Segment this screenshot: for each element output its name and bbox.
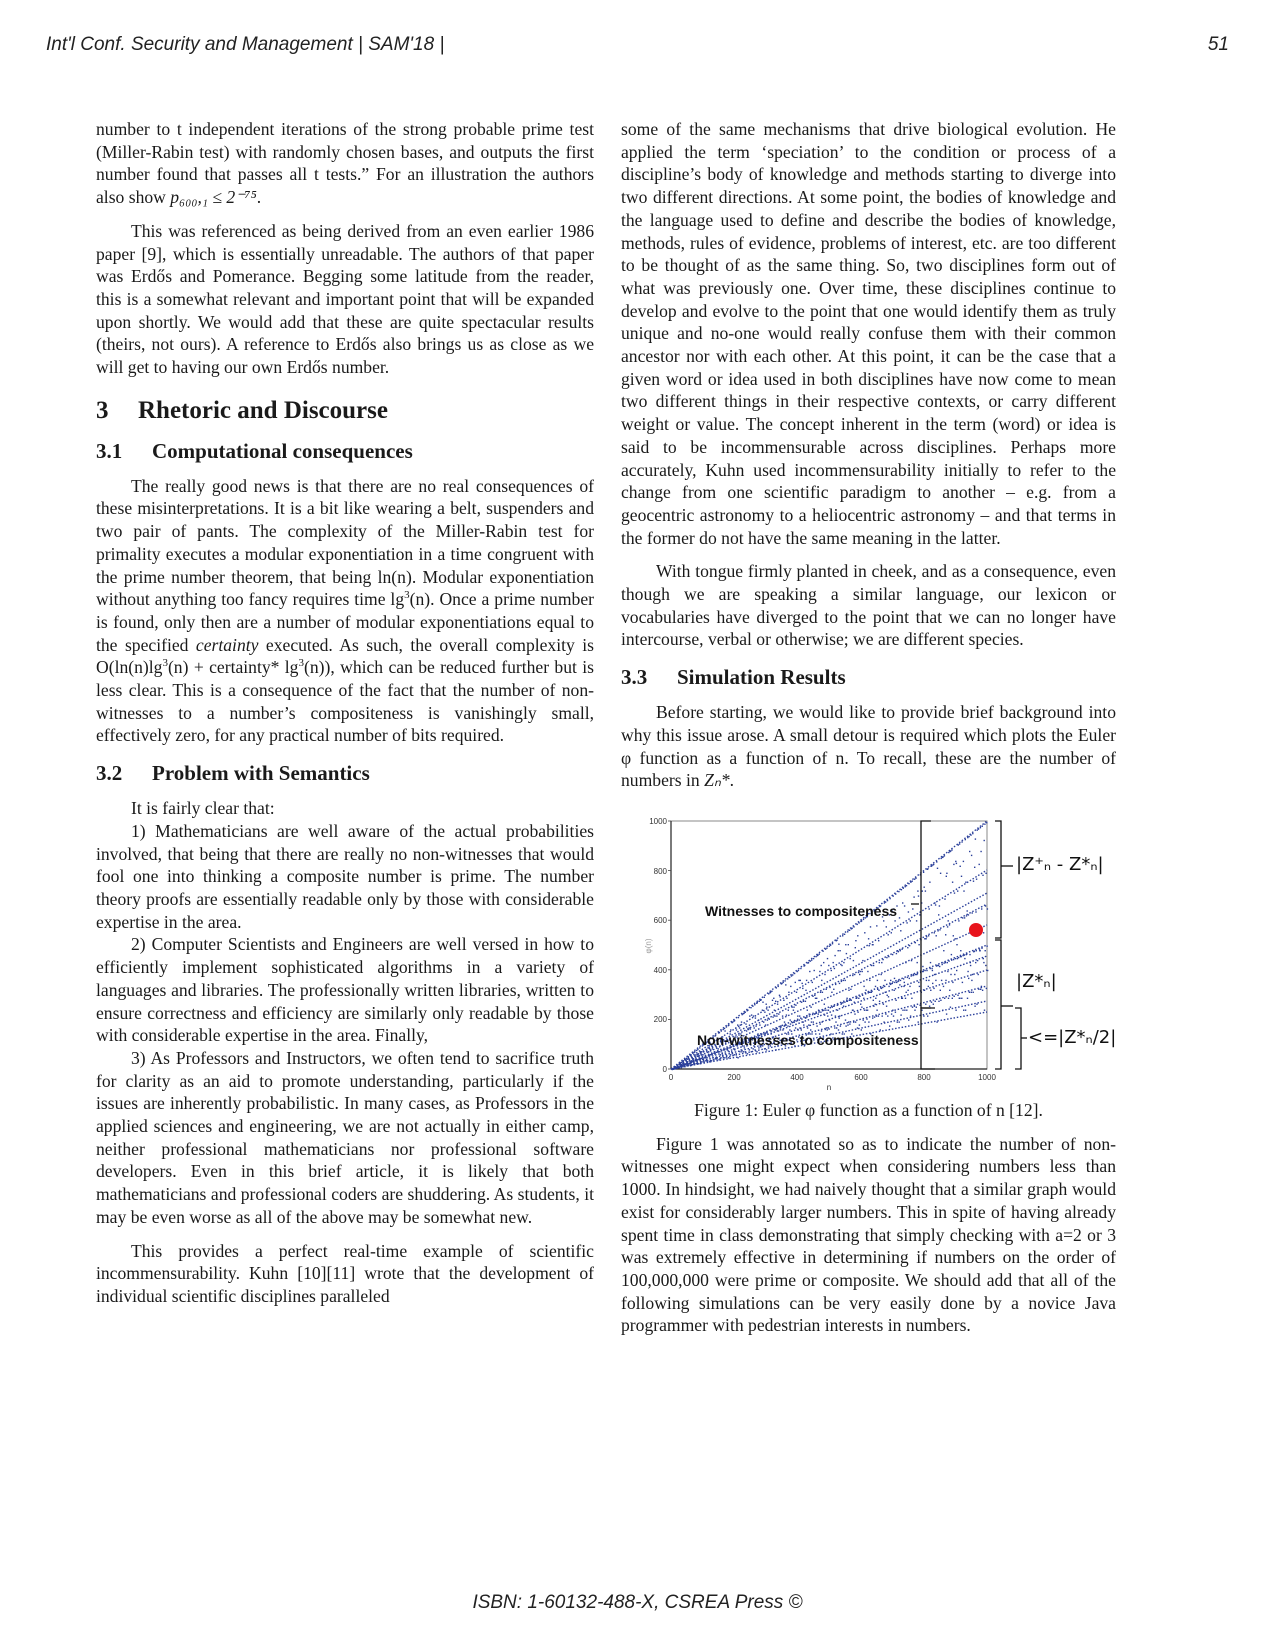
svg-text:600: 600	[653, 915, 667, 925]
annotation-half-z-star: <=|Z*ₙ/2|	[1028, 1026, 1117, 1048]
annotation-z-plus-minus-z-star: |Z⁺ₙ - Z*ₙ|	[1016, 853, 1104, 875]
conference-title: Int'l Conf. Security and Management | SAM'18 |	[46, 34, 445, 55]
witnesses-label: Witnesses to compositeness	[705, 902, 898, 919]
paragraph: With tongue firmly planted in cheek, and as a consequence, even though we are speaking a similar language, our lexicon or vocabularies have diverged to the point that we can no longer have intercourse, verbal or otherwise; we are different species.	[621, 561, 1116, 650]
section-title: Problem with Semantics	[152, 761, 370, 786]
paragraph	[96, 475, 594, 747]
math-expression: Zₙ*	[704, 770, 730, 791]
highlight-marker	[969, 923, 983, 937]
text: executed. As such, the overall complexity is O(ln(n)lg	[96, 634, 594, 678]
text: The really good news is that there are no real consequences of these misinterpretations. It is a bit like wearing a belt, suspenders and two pair of pants. The complexity of the Miller-Rabin test for primality executes a modular exponentiation in a time congruent with the prime number theorem, that being ln(n). Modular exponentiation without anything too fancy requires time lg	[96, 475, 594, 610]
section-number: 3.2	[96, 761, 123, 786]
svg-text:n: n	[826, 1082, 832, 1091]
footer-isbn: ISBN: 1-60132-488-X, CSREA Press ©	[472, 1592, 803, 1613]
svg-text:200: 200	[727, 1072, 741, 1082]
text: (n) + certainty* lg	[167, 657, 299, 678]
svg-text:200: 200	[653, 1014, 667, 1024]
svg-text:0: 0	[662, 1064, 667, 1074]
text: .	[256, 187, 262, 208]
svg-text:φ(n): φ(n)	[644, 938, 653, 954]
left-column	[96, 118, 594, 1319]
section-number: 3.1	[96, 438, 123, 463]
section-heading-3-1	[96, 439, 594, 463]
italic-text: certainty	[195, 634, 259, 655]
svg-text:600: 600	[854, 1072, 868, 1082]
text: (n). Once a prime number is found, only then are a number of modular exponentiations equal to the specified	[96, 589, 594, 655]
svg-text:800: 800	[917, 1072, 931, 1082]
section-number: 3.3	[621, 665, 648, 690]
list-item: 2) Computer Scientists and Engineers are well versed in how to efficiently implement sophisticated algorithms in a variety of languages and libraries. The professionally written libraries, written to ensure correctness and efficiency are similarly only readable by those with considerable expertise in the area. Finally,	[96, 934, 594, 1046]
paragraph: This was referenced as being derived from an even earlier 1986 paper [9], which is essentially unreadable. The authors of that paper was Erdős and Pomerance. Begging some latitude from the reader, this is a somewhat relevant and important point that will be expanded upon shortly. We would add that these are quite spectacular results (theirs, not ours). A reference to Erdős also brings us as close as we will get to having our own Erdős number.	[96, 220, 594, 378]
svg-text:1000: 1000	[649, 816, 667, 826]
paragraph: Figure 1 was annotated so as to indicate the number of non-witnesses one might expect when considering numbers less than 1000. In hindsight, we had naively thought that a similar graph would exist for considerably larger numbers. This in spite of having already spent time in class demonstrating that simply checking with a=2 or 3 was extremely effective in determining if numbers on the order of 100,000,000 were prime or composite. We should add that all of the following simulations can be very easily done by a novice Java programmer with pedestrian interests in numbers.	[621, 1133, 1116, 1336]
text: number to t independent iterations of the strong probable prime test (Miller-Rabin test) with randomly chosen bases, and outputs the first number found that passes all t tests.” For an illustration the authors also show	[96, 119, 594, 208]
paragraph	[621, 701, 1116, 792]
text: (n)), which can be reduced further but is less clear. This is a consequence of the fact that the number of non-witnesses to a number’s compositeness is vanishingly small, effectively zero, for any practical number of bits required.	[96, 657, 594, 746]
figure-caption: Figure 1: Euler φ function as a function of n [12].	[694, 1099, 1043, 1120]
section-title: Simulation Results	[677, 665, 846, 690]
nonwitnesses-label: Non-witnesses to compositeness	[697, 1031, 919, 1048]
svg-text:400: 400	[653, 965, 667, 975]
page-number: 51	[1207, 34, 1229, 55]
svg-text:400: 400	[790, 1072, 804, 1082]
svg-text:0: 0	[668, 1072, 674, 1082]
section-heading-3-2	[96, 761, 594, 785]
paragraph: This provides a perfect real-time example of scientific incommensurability. Kuhn [10][11] wrote that the development of individual scientific disciplines paralleled	[96, 1240, 594, 1306]
svg-text:1000: 1000	[978, 1072, 996, 1082]
paragraph: It is fairly clear that:	[131, 798, 275, 819]
section-heading-3-3	[621, 665, 1116, 689]
figure-euler-phi	[621, 806, 1116, 1091]
section-title: Rhetoric and Discourse	[138, 396, 388, 424]
section-number: 3	[96, 396, 109, 424]
annotation-z-star: |Z*ₙ|	[1016, 970, 1057, 992]
section-heading-3	[96, 397, 594, 425]
text: Before starting, we would like to provide brief background into why this issue arose. A small detour is required which plots the Euler φ function as a function of n. To recall, these are the number of numbers in	[621, 702, 1116, 791]
superscript: 3	[404, 589, 410, 602]
list-item: 3) As Professors and Instructors, we often tend to sacrifice truth for clarity as an aid to promote understanding, particularly if the issues are inherently probabilistic. In many cases, as Professors in the applied sciences and engineering, we are not actually in either camp, neither professional mathematicians nor professional software developers. Even in this brief article, it is likely that both mathematicians and professional coders are shuddering. As students, it may be even worse as all of the above may be somewhat new.	[96, 1047, 594, 1227]
math-expression: p₆₀₀,₁ ≤ 2⁻⁷⁵	[170, 187, 257, 208]
section-title: Computational consequences	[152, 438, 413, 463]
superscript: 3	[298, 657, 304, 670]
list-item: 1) Mathematicians are well aware of the actual probabilities involved, that being that there are really no non-witnesses that would fool one into thinking a composite number is prime. The number theory proofs are essentially readable only by those with considerable expertise in the area.	[96, 820, 594, 932]
svg-text:800: 800	[653, 866, 667, 876]
paragraph	[96, 118, 594, 209]
running-header	[46, 34, 1229, 58]
right-column	[621, 118, 1116, 1348]
superscript: 3	[162, 657, 168, 670]
text: .	[729, 770, 735, 791]
paragraph: some of the same mechanisms that drive biological evolution. He applied the term ‘speciation’ to the condition or process of a discipline’s body of knowledge and methods starting to diverge into two different directions. At some point, the bodies of knowledge and the language used to define and describe the bodies of knowledge, methods, rules of evidence, problems of interest, etc. are too different to be thought of as the same thing. So, two disciplines form out of what was previously one. Over time, these disciplines continue to develop and evolve to the point that one would identify them as truly unique and no-one would really confuse them with their common ancestor nor with each other. At this point, it can be the case that a given word or idea used in both disciplines have now come to mean two different things in their respective contexts, or carry different weight or value. The concept inherent in the term (word) or idea is said to be incommensurable across disciplines. Perhaps more accurately, Kuhn used incommensurability initially to refer to the change from one scientific paradigm to another – e.g. from a geocentric astronomy to a heliocentric astronomy – and that terms in the former do not have the same meaning in the latter.	[621, 119, 1116, 548]
